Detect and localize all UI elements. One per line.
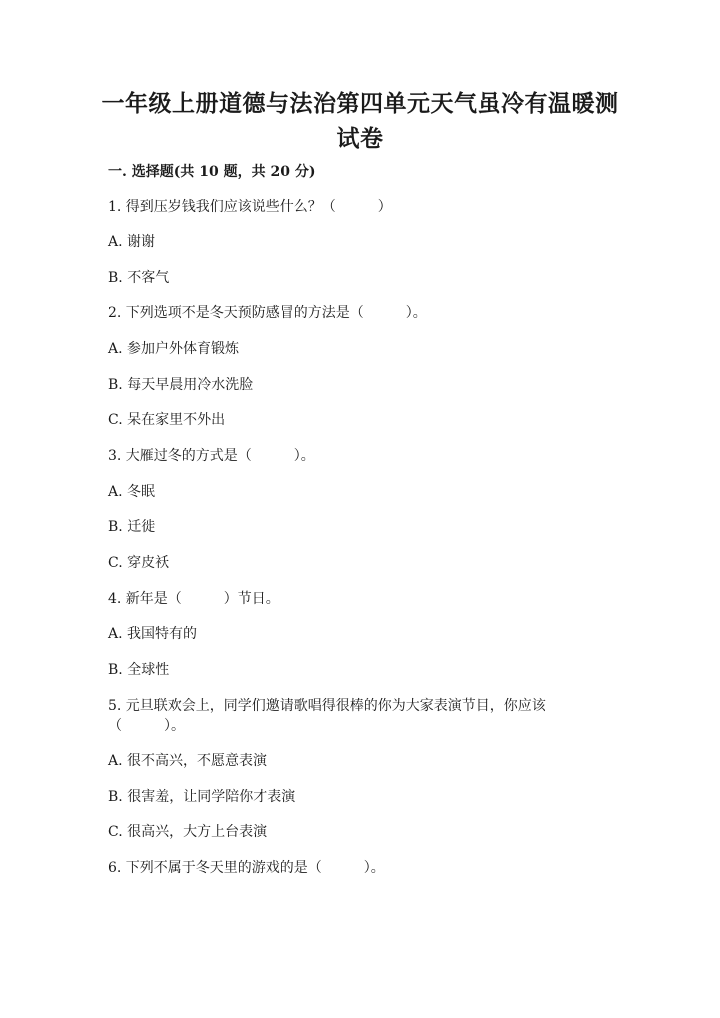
question-5-stem-cont: （ ）。 <box>108 718 185 734</box>
question-3-option-b: B. 迁徙 <box>108 519 156 535</box>
question-5-option-b: B. 很害羞，让同学陪你才表演 <box>108 789 296 805</box>
question-2-option-c: C. 呆在家里不外出 <box>108 412 226 428</box>
question-5-option-c: C. 很高兴，大方上台表演 <box>108 824 268 840</box>
question-1-option-a: A. 谢谢 <box>108 234 156 250</box>
question-2-stem: 2. 下列选项不是冬天预防感冒的方法是（ ）。 <box>108 305 427 321</box>
exam-title-line1: 一年级上册道德与法治第四单元天气虽冷有温暖测 <box>101 90 619 117</box>
question-5-option-a: A. 很不高兴，不愿意表演 <box>108 753 268 769</box>
question-3-option-c: C. 穿皮袄 <box>108 555 170 571</box>
exam-title-line2: 试卷 <box>336 125 384 152</box>
question-2-option-b: B. 每天早晨用冷水洗脸 <box>108 377 254 393</box>
question-6-stem: 6. 下列不属于冬天里的游戏的是（ ）。 <box>108 860 385 876</box>
question-3-option-a: A. 冬眠 <box>108 484 156 500</box>
question-4-option-a: A. 我国特有的 <box>108 626 198 642</box>
question-2-option-a: A. 参加户外体育锻炼 <box>108 341 240 357</box>
question-5-stem: 5. 元旦联欢会上，同学们邀请歌唱得很棒的你为大家表演节目，你应该 <box>108 698 546 714</box>
question-4-stem: 4. 新年是（ ）节日。 <box>108 591 280 607</box>
exam-title <box>100 86 620 156</box>
section-heading: 一. 选择题(共 10 题，共 20 分) <box>108 164 316 180</box>
question-3-stem: 3. 大雁过冬的方式是（ ）。 <box>108 448 315 464</box>
question-1-stem: 1. 得到压岁钱我们应该说些什么？（ ） <box>108 199 392 215</box>
question-1-option-b: B. 不客气 <box>108 270 170 286</box>
question-4-option-b: B. 全球性 <box>108 662 170 678</box>
